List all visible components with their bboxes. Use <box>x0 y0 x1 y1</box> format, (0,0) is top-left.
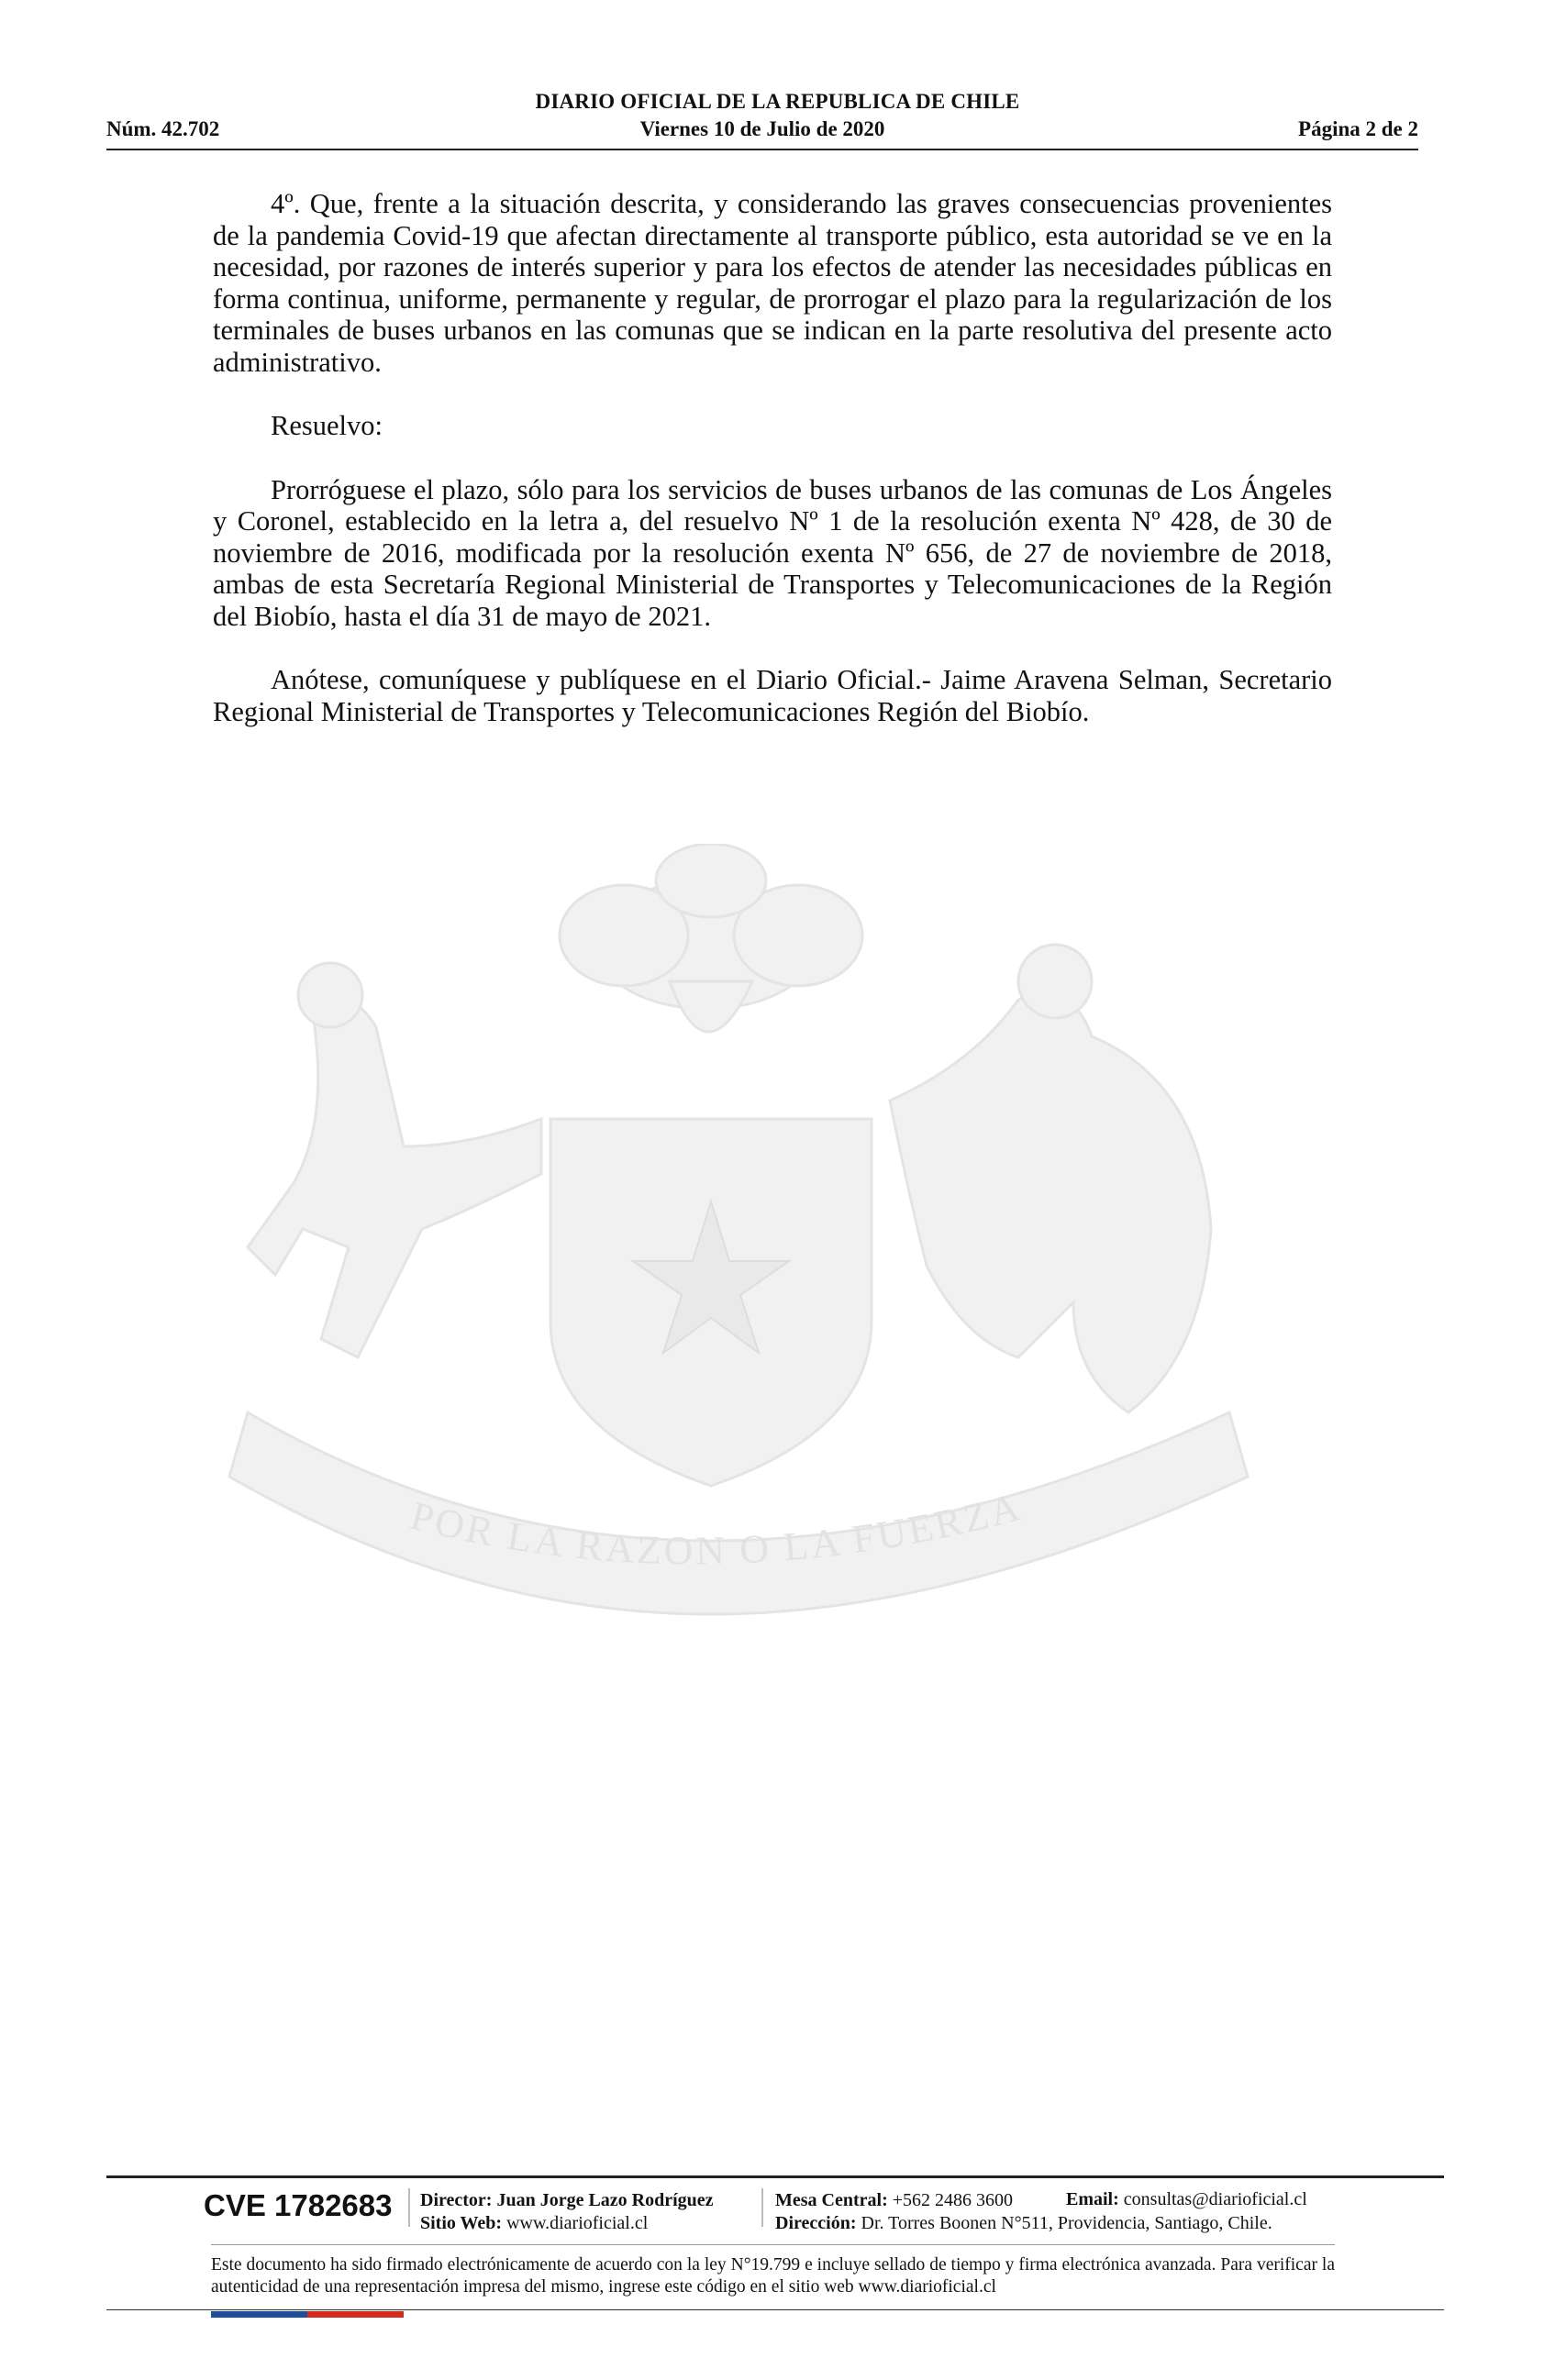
footer-inner-divider <box>211 2244 1335 2245</box>
footer-email-block <box>1066 2189 1307 2210</box>
footer-separator <box>408 2188 410 2227</box>
legal-notice: Este documento ha sido firmado electrónicamente de acuerdo con la ley N°19.799 e incluye sellado de tiempo y firma electrónica avanzada. Para verificar la autenticidad de una representación impresa del mismo, ingrese este código en el sitio web www.diarioficial.cl <box>211 2255 1335 2297</box>
address-label: Dirección: <box>775 2213 857 2233</box>
email-link[interactable]: consultas@diarioficial.cl <box>1123 2189 1307 2209</box>
footer-director-block <box>420 2189 714 2235</box>
footer-separator <box>761 2188 763 2227</box>
chile-flag-stripe <box>211 2311 404 2318</box>
resolvo-heading: Resuelvo: <box>271 410 383 441</box>
paragraph-closing: Anótese, comuníquese y publíquese en el Diario Oficial.- Jaime Aravena Selman, Secretario Regional Ministerial de Transportes y Telecomunicaciones Región del Biobío. <box>213 664 1332 727</box>
coat-of-arms-motto: POR LA RAZON O LA FUERZA <box>405 1483 1027 1574</box>
footer-bottom-divider <box>106 2309 1444 2310</box>
flag-red-segment <box>307 2311 404 2318</box>
paragraph-resolution: Prorróguese el plazo, sólo para los servicios de buses urbanos de las comunas de Los Ángeles y Coronel, establecido en la letra a, del resuelvo Nº 1 de la resolución exenta Nº 428, de 30 de noviembre de 2016, modificada por la resolución exenta Nº 656, de 27 de noviembre de 2018, ambas de esta Secretaría Regional Ministerial de Transportes y Telecomunicaciones de la Región del Biobío, hasta el día 31 de mayo de 2021. <box>213 473 1332 632</box>
newspaper-title: DIARIO OFICIAL DE LA REPUBLICA DE CHILE <box>535 90 1020 113</box>
coat-of-arms-icon <box>193 844 1376 1669</box>
issue-number: Núm. 42.702 <box>106 117 220 140</box>
footer-divider <box>106 2175 1444 2178</box>
flag-blue-segment <box>211 2311 307 2318</box>
director-label: Director: <box>420 2190 493 2210</box>
phone-label: Mesa Central: <box>775 2190 888 2210</box>
issue-date: Viernes 10 de Julio de 2020 <box>639 117 885 140</box>
paragraph-considerando-4: 4º. Que, frente a la situación descrita, y considerando las graves consecuencias provenientes de la pandemia Covid-19 que afectan directamente al transporte público, esta autoridad se ve en la necesidad, por razones de interés superior y para los efectos de atender las necesidades públicas en forma continua, uniforme, permanente y regular, de prorrogar el plazo para la regularización de los terminales de buses urbanos en las comunas que se indican en la parte resolutiva del presente acto administrativo. <box>213 188 1332 378</box>
address-value: Dr. Torres Boonen N°511, Providencia, Santiago, Chile. <box>861 2213 1272 2233</box>
document-body <box>213 188 1332 759</box>
cve-code: CVE 1782683 <box>204 2188 393 2222</box>
phone-number: +562 2486 3600 <box>892 2190 1014 2210</box>
page-indicator: Página 2 de 2 <box>1298 117 1418 140</box>
header-divider <box>106 149 1418 150</box>
website-link[interactable]: www.diarioficial.cl <box>506 2213 649 2233</box>
email-label: Email: <box>1066 2189 1119 2209</box>
header-row <box>106 117 1418 145</box>
director-name: Juan Jorge Lazo Rodríguez <box>496 2190 714 2210</box>
website-label: Sitio Web: <box>420 2213 503 2233</box>
